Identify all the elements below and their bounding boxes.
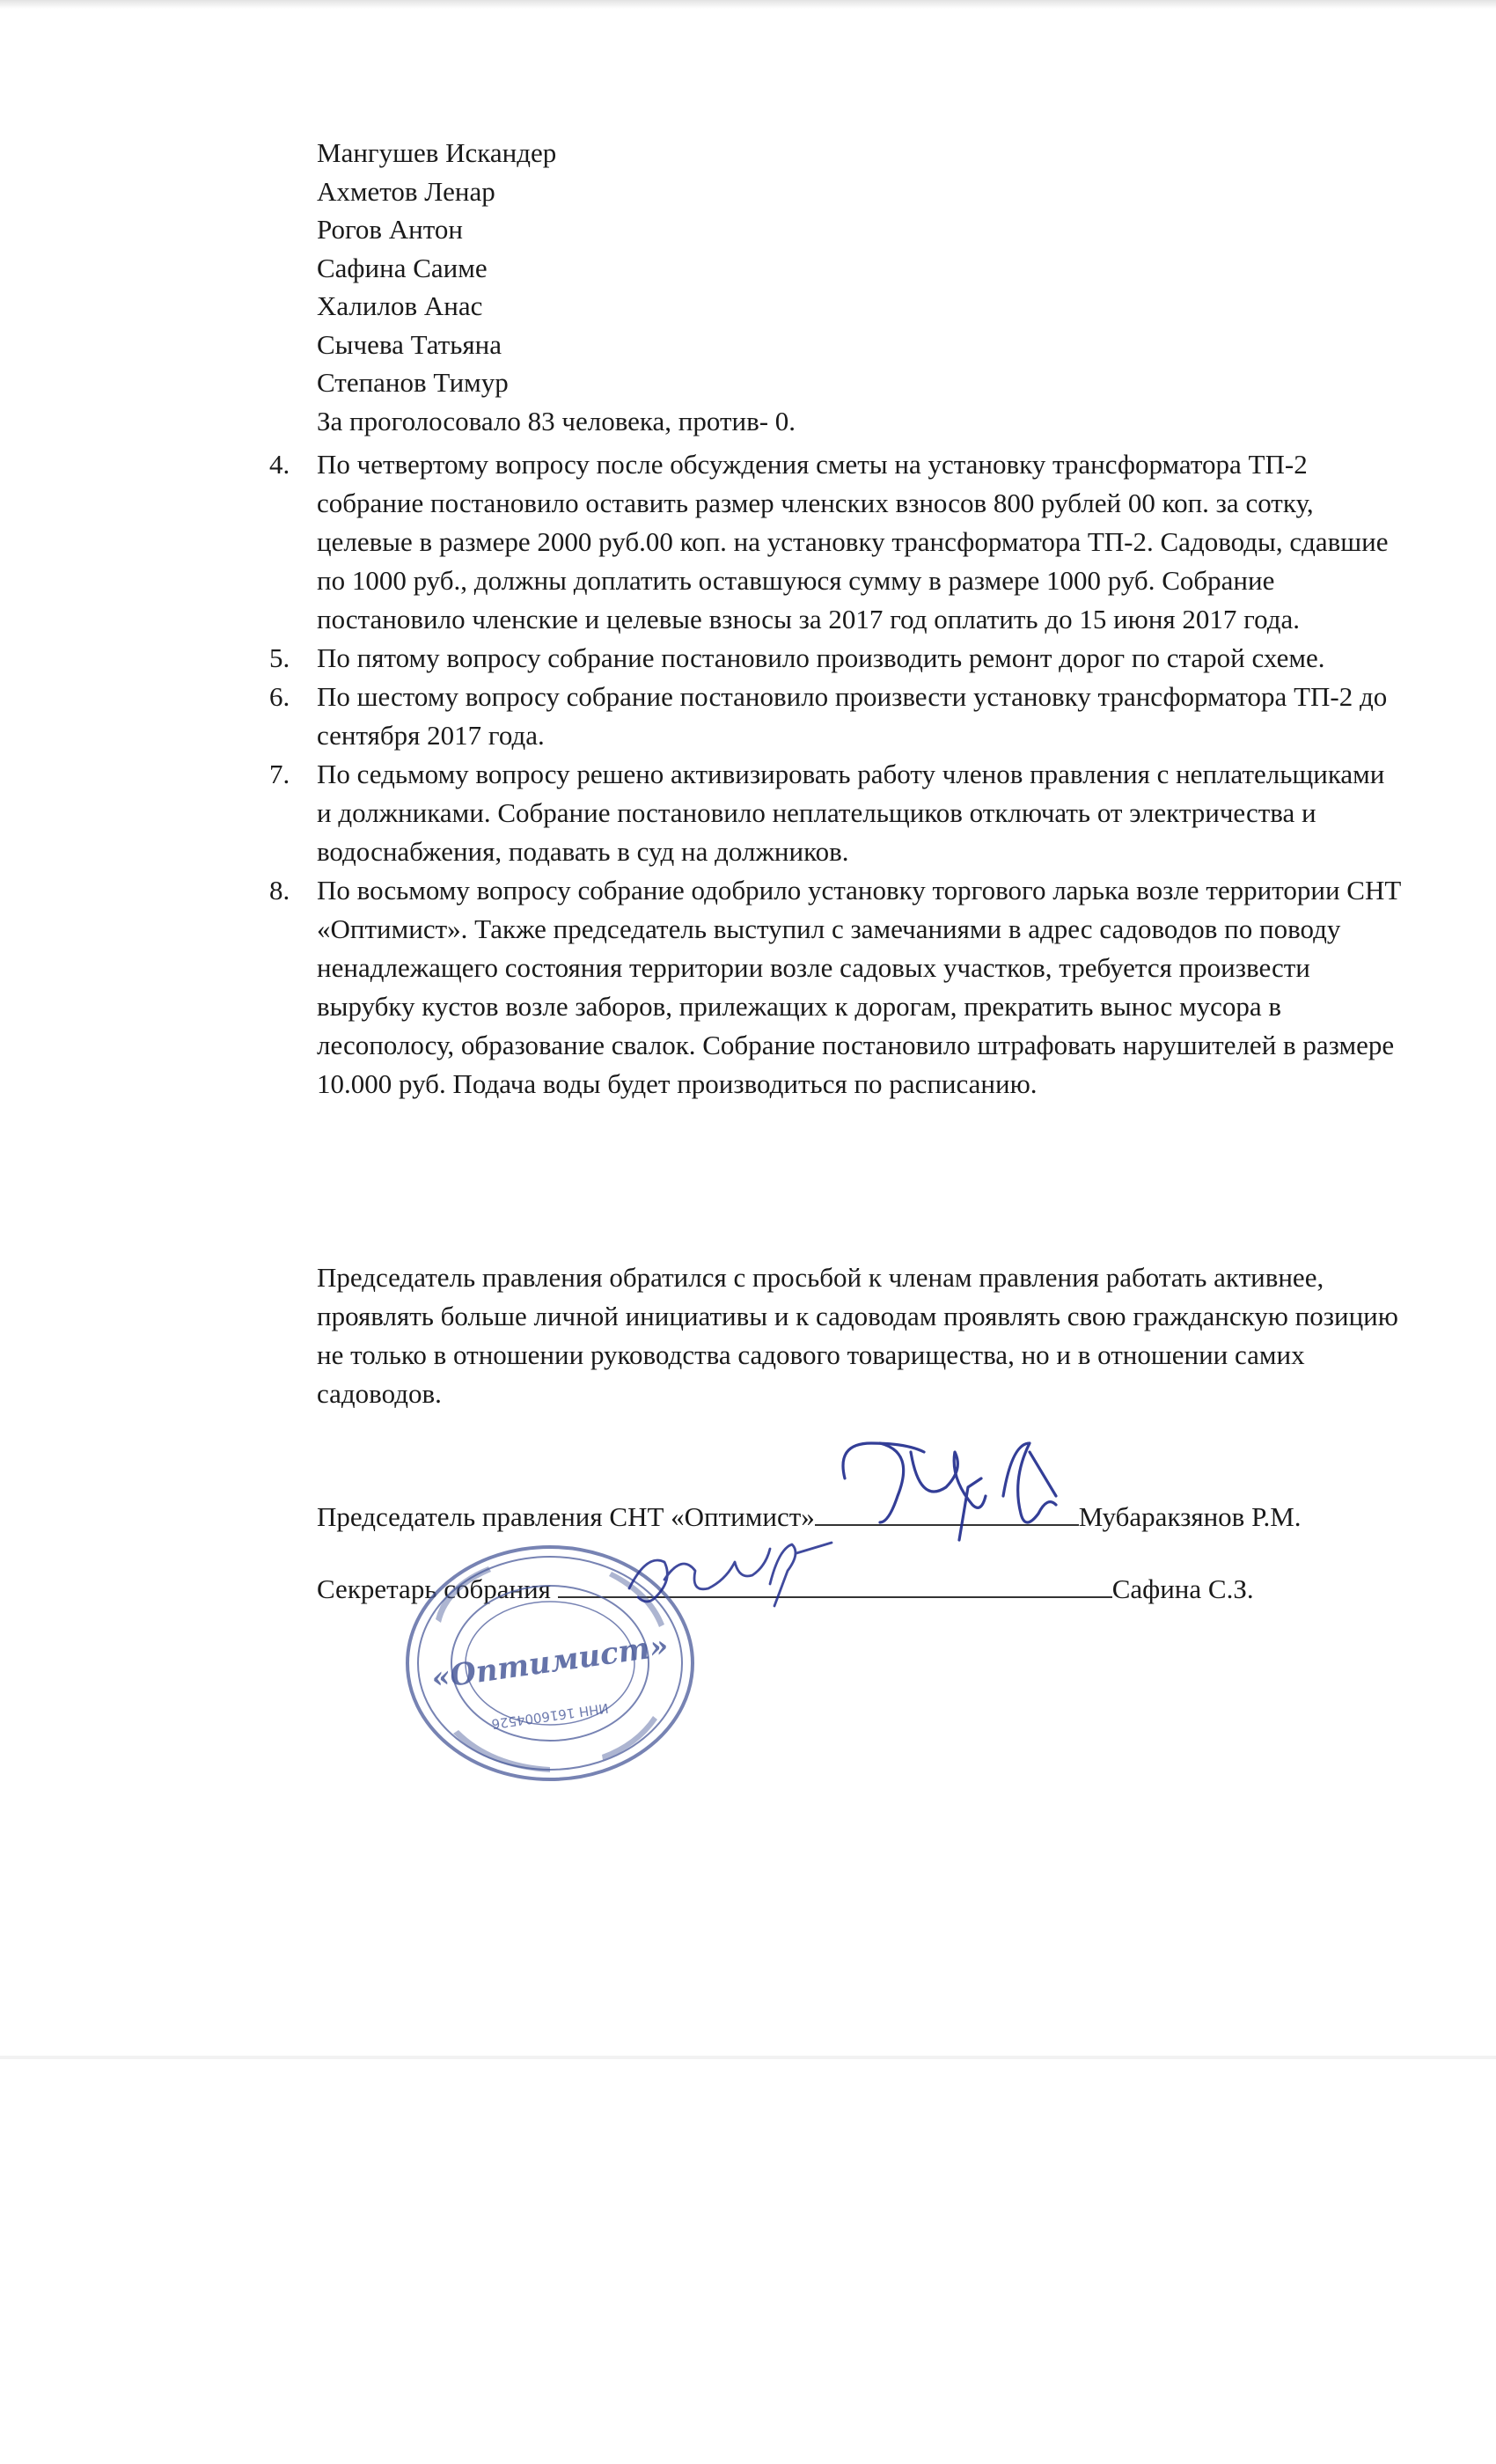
item-number: 4. — [269, 449, 290, 480]
agenda-item — [269, 639, 1404, 678]
chair-signature-line — [317, 1498, 1302, 1536]
stamp-center-text: «Оптимист» — [429, 1628, 671, 1697]
scan-edge-top — [0, 0, 1496, 9]
voting-names-list — [317, 134, 796, 440]
item-text: По пятому вопросу собрание постановило производить ремонт дорог по старой схеме. — [317, 642, 1325, 673]
secretary-label: Секретарь собрания — [317, 1573, 551, 1604]
name-line: Степанов Тимур — [317, 367, 509, 398]
item-number: 8. — [269, 875, 290, 906]
chair-signature — [827, 1417, 1091, 1558]
vote-result: За проголосовало 83 человека, против- 0. — [317, 405, 796, 436]
chair-name: Мубаракзянов Р.М. — [1078, 1501, 1302, 1532]
scan-edge-bottom — [0, 2056, 1496, 2059]
agenda-items-list — [269, 445, 1404, 1104]
name-line: Сычева Татьяна — [317, 328, 502, 360]
item-number: 5. — [269, 642, 290, 673]
stamp-inn-text: ИНН 1616004526 — [490, 1699, 610, 1733]
name-line: Рогов Антон — [317, 214, 464, 245]
secretary-signature — [620, 1536, 849, 1615]
item-number: 6. — [269, 681, 290, 712]
agenda-item — [269, 678, 1404, 755]
secretary-name: Сафина С.З. — [1111, 1573, 1254, 1604]
agenda-item — [269, 755, 1404, 871]
item-text: По седьмому вопросу решено активизировать работу членов правления с неплательщиками и должниками. Собрание постановило неплательщиков отключать от электричества и водоснабжения, подавать в суд на должников. — [317, 759, 1385, 867]
name-line: Ахметов Ленар — [317, 175, 495, 207]
agenda-item — [269, 871, 1404, 1104]
item-number: 7. — [269, 759, 290, 789]
name-line: Халилов Анас — [317, 290, 483, 321]
name-line: Мангушев Искандер — [317, 137, 557, 168]
closing-paragraph: Председатель правления обратился с просьбой к членам правления работать активнее, проявлять больше личной инициативы и к садоводам проявлять свою гражданскую позицию не только в отношении руководства садового товарищества, но и в отношении самих садоводов. — [317, 1262, 1398, 1409]
item-text: По шестому вопросу собрание постановило произвести установку трансформатора ТП-2 до сентября 2017 года. — [317, 681, 1388, 751]
item-text: По четвертому вопросу после обсуждения сметы на установку трансформатора ТП-2 собрание постановило оставить размер членских взносов 800 рублей 00 коп. за сотку, целевые в размере 2000 руб.00 коп. на установку трансформатора ТП-2. Садоводы, сдавшие по 1000 руб., должны доплатить оставшуюся сумму в размере 1000 руб. Собрание постановило членские и целевые взносы за 2017 год оплатить до 15 июня 2017 года. — [317, 449, 1389, 634]
agenda-item — [269, 445, 1404, 639]
name-line: Сафина Саиме — [317, 252, 488, 283]
chair-label: Председатель правления СНТ «Оптимист» — [317, 1501, 815, 1532]
item-text: По восьмому вопросу собрание одобрило установку торгового ларька возле территории СНТ «Оптимист». Также председатель выступил с замечаниями в адрес садоводов по поводу ненадлежащего состояния территории возле садовых участков, требуется произвести вырубку кустов возле заборов, прилежащих к дорогам, прекратить вынос мусора в лесополосу, образование свалок. Собрание постановило штрафовать нарушителей в размере 10.000 руб. Подача воды будет производиться по расписанию. — [317, 875, 1402, 1099]
